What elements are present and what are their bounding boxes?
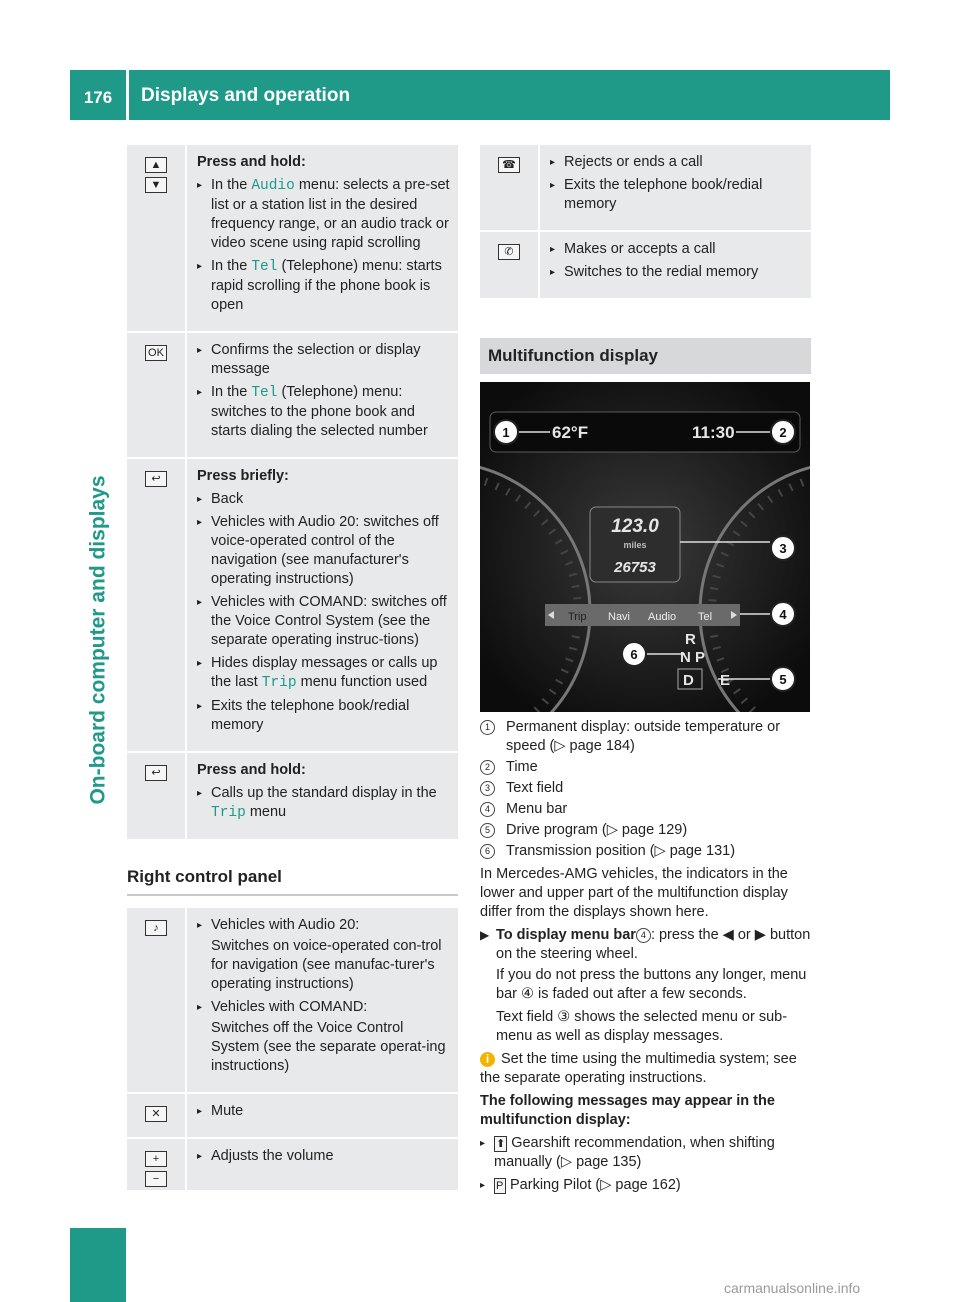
watermark: carmanualsonline.info <box>724 1280 861 1296</box>
list-item: ▸ Vehicles with Audio 20: Switches on voice-operated con-trol for navigation (see manufac-turer's operating instructions) <box>197 916 452 994</box>
list-item: ▸ Hides display messages or calls up the last Trip menu function used <box>197 654 452 693</box>
key-cell <box>127 145 186 332</box>
page-number: 176 <box>83 88 113 107</box>
mute-icon: ✕ <box>145 1106 167 1122</box>
list-item: ▸ Rejects or ends a call <box>550 153 805 172</box>
callout-4: 4 <box>779 607 787 622</box>
list-item: ▸ Vehicles with COMAND: switches off the Voice Control System (see the separate operating instruc-tions) <box>197 593 452 650</box>
right-control-table <box>127 908 458 1192</box>
table-row <box>127 458 458 752</box>
messages-heading: The following messages may appear in the multifunction display: <box>480 1093 775 1128</box>
gearshift-icon: ⬆ <box>496 1138 506 1150</box>
gear-d: D <box>683 672 694 689</box>
table-row <box>127 1093 458 1138</box>
callout-6: 6 <box>630 647 638 662</box>
step-detail-2: Text field ③ shows the selected menu or sub-menu as well as display messages. <box>496 1009 788 1044</box>
up-arrow-icon: ▲ <box>145 157 167 173</box>
multifunction-display-image <box>480 382 810 712</box>
table-row <box>480 145 811 231</box>
list-item: ▸ Adjusts the volume <box>197 1147 452 1166</box>
table-row <box>127 752 458 840</box>
microphone-icon: ♪ <box>145 920 167 936</box>
right-column <box>480 145 811 1199</box>
page-title: Displays and operation <box>141 85 351 106</box>
row-heading: Press and hold: <box>197 762 306 778</box>
list-item: ▸ Calls up the standard display in the Trip menu <box>197 784 452 823</box>
legend-item: 4 Menu bar <box>480 800 811 819</box>
description-cell <box>186 1138 458 1191</box>
callout-2: 2 <box>779 425 787 440</box>
list-item: ▸ Switches to the redial memory <box>550 263 805 282</box>
description-cell <box>186 458 458 752</box>
volume-up-icon: + <box>145 1151 167 1167</box>
key-cell <box>480 231 539 299</box>
key-cell <box>127 1138 186 1191</box>
description-cell <box>186 332 458 458</box>
trip-value: 123.0 <box>611 516 659 537</box>
key-cell <box>127 458 186 752</box>
gear-np: N P <box>680 649 706 666</box>
info-icon: i <box>480 1052 495 1067</box>
temperature-readout: 62°F <box>552 423 589 442</box>
accept-call-icon: ✆ <box>498 244 520 260</box>
callout-ref: 4 <box>636 928 651 943</box>
odometer-value: 26753 <box>614 559 656 576</box>
description-cell <box>539 231 811 299</box>
left-column <box>127 145 458 1192</box>
list-item: ▸ ⬆ Gearshift recommendation, when shifting manually (▷ page 135) <box>480 1134 811 1172</box>
legend-item: 2 Time <box>480 758 811 777</box>
header-separator <box>126 70 129 120</box>
list-item: ▸ Vehicles with Audio 20: switches off voice-operated control of the navigation (see manufacturer's operating instructions) <box>197 513 452 589</box>
side-section-label: On-board computer and displays <box>86 475 110 805</box>
menu-trip: Trip <box>568 611 587 623</box>
list-item: ▸ Confirms the selection or display message <box>197 341 452 379</box>
ok-button-icon: OK <box>145 345 167 361</box>
key-cell <box>480 145 539 231</box>
key-cell <box>127 1093 186 1138</box>
list-item: ▸ In the Tel (Telephone) menu: switches to the phone book and starts dialing the selected number <box>197 383 452 441</box>
back-button-icon: ↩ <box>145 471 167 487</box>
list-item: ▸ Back <box>197 490 452 509</box>
time-readout: 11:30 <box>692 423 735 442</box>
info-note: i Set the time using the multimedia system; see the separate operating instructions. <box>480 1051 797 1086</box>
phone-keys-table <box>480 145 811 300</box>
row-heading: Press and hold: <box>197 154 306 170</box>
callout-3: 3 <box>779 541 787 556</box>
right-control-panel-heading: Right control panel <box>127 867 458 896</box>
list-item: ▸ Mute <box>197 1102 452 1121</box>
side-tab-marker <box>70 1228 126 1302</box>
description-cell <box>539 145 811 231</box>
drive-program: E <box>720 672 731 689</box>
row-heading: Press briefly: <box>197 468 289 484</box>
legend-item: 3 Text field <box>480 779 811 798</box>
key-cell <box>127 332 186 458</box>
table-row <box>127 332 458 458</box>
description-cell <box>186 1093 458 1138</box>
table-row <box>480 231 811 299</box>
multifunction-heading: Multifunction display <box>480 338 811 374</box>
list-item: ▸ P Parking Pilot (▷ page 162) <box>480 1176 811 1195</box>
step-arrow-icon: ▶ <box>480 928 490 942</box>
table-row <box>127 145 458 332</box>
description-cell <box>186 145 458 332</box>
menu-navi: Navi <box>608 611 631 623</box>
description-cell <box>186 908 458 1093</box>
messages-list <box>480 1134 811 1195</box>
list-item: ▸ In the Audio menu: selects a pre-set list or a station list in the desired frequency range, or an audio track or video scene using rapid scrolling <box>197 176 452 253</box>
volume-down-icon: − <box>145 1171 167 1187</box>
legend-item: 6 Transmission position (▷ page 131) <box>480 842 811 861</box>
list-item: ▸ In the Tel (Telephone) menu: starts rapid scrolling if the phone book is open <box>197 257 452 315</box>
list-item: ▸ Exits the telephone book/redial memory <box>550 176 805 214</box>
amg-note: In Mercedes-AMG vehicles, the indicators in the lower and upper part of the multifunction display differ from the displays shown here. <box>480 866 788 920</box>
callout-1: 1 <box>502 425 510 440</box>
table-row <box>127 908 458 1093</box>
list-item: ▸ Vehicles with COMAND: Switches off the Voice Control System (see the separate operat-ing instructions) <box>197 998 452 1076</box>
key-cell <box>127 752 186 840</box>
steering-keys-table <box>127 145 458 841</box>
parking-icon: P <box>494 1178 506 1194</box>
legend-item: 5 Drive program (▷ page 129) <box>480 821 811 840</box>
trip-unit: miles <box>623 540 647 550</box>
gear-r: R <box>685 631 696 648</box>
instrument-cluster-svg <box>480 382 810 712</box>
callout-legend <box>480 718 811 861</box>
description-cell <box>186 752 458 840</box>
menu-audio: Audio <box>648 611 677 623</box>
key-cell <box>127 908 186 1093</box>
list-item: ▸ Exits the telephone book/redial memory <box>197 697 452 735</box>
callout-5: 5 <box>779 672 787 687</box>
table-row <box>127 1138 458 1191</box>
step-detail-1: If you do not press the buttons any longer, menu bar ④ is faded out after a few seconds. <box>496 967 807 1002</box>
end-call-icon: ☎ <box>498 157 520 173</box>
legend-item: 1 Permanent display: outside temperature or speed (▷ page 184) <box>480 718 811 756</box>
menu-tel: Tel <box>698 611 713 623</box>
list-item: ▸ Makes or accepts a call <box>550 240 805 259</box>
instruction-step: ▶ To display menu bar 4 : press the ◀ or ▶ button on the steering wheel. <box>480 927 811 962</box>
down-arrow-icon: ▼ <box>145 177 167 193</box>
back-button-icon: ↩ <box>145 765 167 781</box>
